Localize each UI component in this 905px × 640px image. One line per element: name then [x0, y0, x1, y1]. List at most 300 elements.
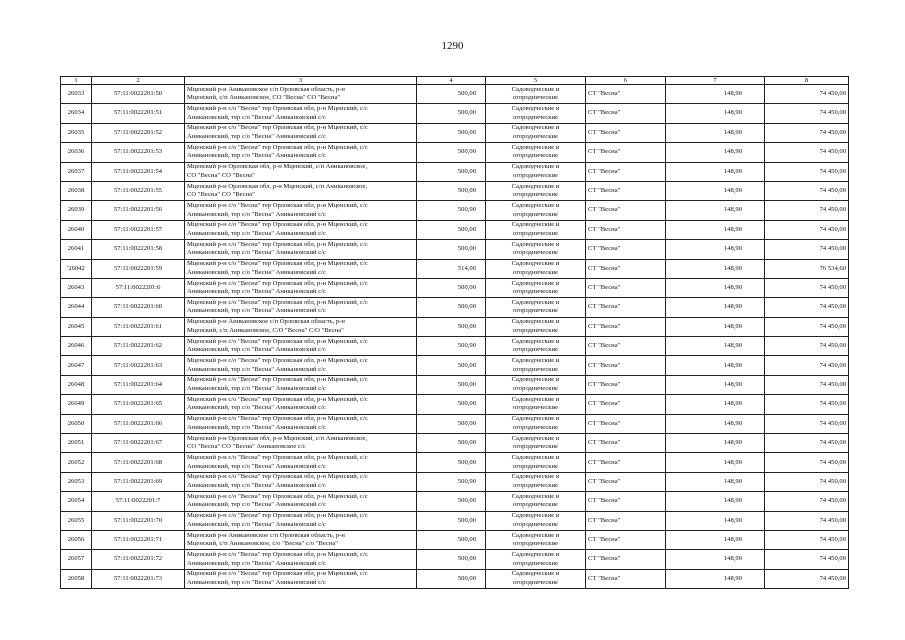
address-cell-line: Аникановский, тер с/о "Весна" Аникановский с/с [187, 288, 326, 296]
address-cell-line: Мценский р-н с/о "Весна" тер Орловская обл, р-н Мценский, с/с [187, 415, 368, 423]
address-cell-line: СО "Весна" СО "Весна" Аникановское с/с [187, 443, 306, 451]
column-header: 7 [666, 77, 765, 85]
owner-cell: СТ "Весна" [586, 298, 666, 317]
area-cell: 500,00 [417, 123, 486, 142]
record-number-cell: 26057 [61, 550, 92, 569]
column-header: 6 [586, 77, 666, 85]
table-row [61, 240, 849, 259]
table-row [61, 434, 849, 453]
address-cell [185, 337, 417, 356]
land-use-cell [486, 85, 586, 104]
record-number-cell: 26051 [61, 434, 92, 453]
land-use-cell-line: огороднические [513, 229, 558, 237]
address-cell-line: Мценский р-н Аникановское с/п Орловская область, р-н [187, 85, 345, 93]
area-cell: 500,00 [417, 85, 486, 104]
owner-cell: СТ "Весна" [586, 337, 666, 356]
land-use-cell [486, 453, 586, 472]
land-plot-table [60, 76, 849, 589]
cadastral-number-cell: 57:11:0022201:55 [92, 181, 185, 200]
address-cell-line: Аникановский, тер с/о "Весна" Аникановский с/с [187, 113, 326, 121]
owner-cell: СТ "Весна" [586, 181, 666, 200]
address-cell [185, 569, 417, 588]
land-use-cell [486, 395, 586, 414]
land-use-cell-line: Садоводческие и [511, 357, 560, 365]
address-cell-line: Мценский р-н Аникановское с/п Орловская область, р-н [187, 531, 345, 539]
land-use-cell-line: Садоводческие и [511, 240, 560, 248]
owner-cell: СТ "Весна" [586, 104, 666, 123]
address-cell-line: Мценский р-н с/о "Весна" тер Орловская обл, р-н Мценский, с/с [187, 124, 368, 132]
cadastral-value-cell: 74 450,00 [765, 414, 849, 433]
record-number-cell: 26038 [61, 181, 92, 200]
land-use-cell [486, 220, 586, 239]
cadastral-number-cell: 57:11:0022201:61 [92, 317, 185, 336]
cadastral-value-cell: 74 450,00 [765, 298, 849, 317]
rate-cell: 148,90 [666, 492, 765, 511]
land-use-cell-line: Садоводческие и [511, 221, 560, 229]
land-use-cell-line: огороднические [513, 559, 558, 567]
land-use-cell [486, 434, 586, 453]
owner-cell: СТ "Весна" [586, 453, 666, 472]
table-row [61, 162, 849, 181]
land-use-cell-line: Садоводческие и [511, 124, 560, 132]
owner-cell: СТ "Весна" [586, 511, 666, 530]
address-cell-line: Мценский р-н Орловская обл, р-н Мценский, с/п Аникановское, [187, 163, 368, 171]
cadastral-number-cell: 57:11:0022201:52 [92, 123, 185, 142]
address-cell [185, 278, 417, 297]
owner-cell: СТ "Весна" [586, 375, 666, 394]
cadastral-number-cell: 57:11:0022201:59 [92, 259, 185, 278]
land-use-cell [486, 550, 586, 569]
cadastral-number-cell: 57:11:0022201:62 [92, 337, 185, 356]
table-row [61, 414, 849, 433]
address-cell-line: Аникановский, тер с/о "Весна" Аникановский с/с [187, 578, 326, 586]
land-use-cell [486, 278, 586, 297]
rate-cell: 148,90 [666, 85, 765, 104]
table-row [61, 278, 849, 297]
address-cell-line: Мценский р-н Орловская обл, р-н Мценский, с/п Аникановское, [187, 182, 368, 190]
address-cell-line: Мценский р-н с/о "Весна" тер Орловская обл, р-н Мценский, с/с [187, 376, 368, 384]
land-use-cell-line: огороднические [513, 482, 558, 489]
area-cell: 500,00 [417, 337, 486, 356]
land-use-cell [486, 240, 586, 259]
area-cell: 500,00 [417, 472, 486, 491]
address-cell-line: Мценский р-н с/о "Весна" тер Орловская обл, р-н Мценский, с/с [187, 512, 368, 520]
address-cell-line: Мценский р-н с/о "Весна" тер Орловская обл, р-н Мценский, с/с [187, 104, 368, 112]
land-use-cell-line: Садоводческие и [511, 570, 560, 578]
land-use-cell-line: огороднические [513, 501, 558, 509]
address-cell-line: Мценский р-н Орловская обл, р-н Мценский, с/п Аникановское, [187, 434, 368, 442]
address-cell-line: Мценский р-н с/о "Весна" тер Орловская обл, р-н Мценский, с/с [187, 143, 368, 151]
address-cell [185, 453, 417, 472]
land-use-cell [486, 337, 586, 356]
land-use-cell [486, 123, 586, 142]
address-cell-line: Аникановский, тер с/о "Весна" Аникановский с/с [187, 132, 326, 140]
area-cell: 500,00 [417, 569, 486, 588]
record-number-cell: 26034 [61, 104, 92, 123]
address-cell [185, 317, 417, 336]
area-cell: 500,00 [417, 162, 486, 181]
rate-cell: 148,90 [666, 259, 765, 278]
cadastral-number-cell: 57:11:0022201:60 [92, 298, 185, 317]
record-number-cell: '26042 [61, 259, 92, 278]
address-cell [185, 143, 417, 162]
address-cell-line: Аникановский, тер с/о "Весна" Аникановский с/с [187, 307, 326, 315]
land-use-cell-line: огороднические [513, 307, 558, 315]
table-row [61, 356, 849, 375]
cadastral-value-cell: 74 450,00 [765, 511, 849, 530]
address-cell-line: СО "Весна" СО "Весна" [187, 191, 255, 199]
cadastral-value-cell: 74 450,00 [765, 240, 849, 259]
land-use-cell-line: Садоводческие и [511, 512, 560, 520]
address-cell [185, 550, 417, 569]
cadastral-number-cell: 57:11:0022201:73 [92, 569, 185, 588]
address-cell-line: Мценский р-н с/о "Весна" тер Орловская обл, р-н Мценский, с/с [187, 260, 368, 268]
address-cell-line: Мценский р-н с/о "Весна" тер Орловская обл, р-н Мценский, с/с [187, 221, 368, 229]
record-number-cell: 26036 [61, 143, 92, 162]
land-use-cell [486, 492, 586, 511]
rate-cell: 148,90 [666, 240, 765, 259]
area-cell: 500,00 [417, 395, 486, 414]
record-number-cell: 26035 [61, 123, 92, 142]
address-cell [185, 492, 417, 511]
record-number-cell: 26055 [61, 511, 92, 530]
cadastral-value-cell: 74 450,00 [765, 143, 849, 162]
address-cell-line: Аникановский, тер с/о "Весна" Аникановский с/с [187, 268, 326, 276]
cadastral-value-cell: 74 450,00 [765, 337, 849, 356]
table-row [61, 395, 849, 414]
owner-cell: СТ "Весна" [586, 569, 666, 588]
area-cell: 500,00 [417, 356, 486, 375]
address-cell-line: Аникановский, тер с/о "Весна" Аникановский с/с [187, 365, 326, 373]
table-row [61, 85, 849, 104]
owner-cell: СТ "Весна" [586, 123, 666, 142]
column-header: 2 [92, 77, 185, 85]
cadastral-number-cell: 57:11:0022201:56 [92, 201, 185, 220]
address-cell [185, 511, 417, 530]
cadastral-number-cell: 57:11:0022201:64 [92, 375, 185, 394]
column-header: 8 [765, 77, 849, 85]
address-cell [185, 259, 417, 278]
rate-cell: 148,90 [666, 453, 765, 472]
address-cell-line: Мценский р-н с/о "Весна" тер Орловская обл, р-н Мценский, с/с [187, 279, 368, 287]
address-cell [185, 104, 417, 123]
cadastral-number-cell: 57:11:0022201:72 [92, 550, 185, 569]
rate-cell: 148,90 [666, 530, 765, 549]
land-plot-table-container [60, 76, 848, 589]
address-cell-line: Аникановский, тер с/о "Весна" Аникановский с/с [187, 152, 326, 160]
cadastral-value-cell: 74 450,00 [765, 530, 849, 549]
address-cell [185, 162, 417, 181]
land-use-cell-line: огороднические [513, 404, 558, 412]
land-use-cell [486, 317, 586, 336]
rate-cell: 148,90 [666, 143, 765, 162]
address-cell-line: Мценский р-н с/о "Весна" тер Орловская обл, р-н Мценский, с/с [187, 298, 368, 306]
table-row [61, 511, 849, 530]
table-row [61, 220, 849, 239]
rate-cell: 148,90 [666, 337, 765, 356]
land-use-cell-line: огороднические [513, 268, 558, 276]
record-number-cell: 26033 [61, 85, 92, 104]
address-cell [185, 85, 417, 104]
cadastral-value-cell: 74 450,00 [765, 434, 849, 453]
record-number-cell: 26040 [61, 220, 92, 239]
address-cell [185, 414, 417, 433]
owner-cell: СТ "Весна" [586, 85, 666, 104]
land-use-cell [486, 143, 586, 162]
owner-cell: СТ "Весна" [586, 220, 666, 239]
address-cell-line: Аникановский, тер с/о "Весна" Аникановский с/с [187, 346, 326, 354]
land-use-cell-line: Садоводческие и [511, 163, 560, 171]
land-use-cell [486, 201, 586, 220]
table-row [61, 201, 849, 220]
land-use-cell-line: огороднические [513, 326, 558, 334]
address-cell-line: Аникановский, тер с/о "Весна" Аникановский с/с [187, 404, 326, 412]
address-cell-line: Мценский, с/п Аникановское, С/О "Весна" С/О "Весна" [187, 326, 344, 334]
area-cell: 500,00 [417, 414, 486, 433]
record-number-cell: 26046 [61, 337, 92, 356]
record-number-cell: 26053 [61, 472, 92, 491]
owner-cell: СТ "Весна" [586, 162, 666, 181]
address-cell-line: Мценский, с/п Аникановское, с/о "Весна" с/о "Весна" [187, 540, 338, 548]
cadastral-value-cell: 76 534,60 [765, 259, 849, 278]
land-use-cell-line: Садоводческие и [511, 492, 560, 500]
rate-cell: 148,90 [666, 356, 765, 375]
land-use-cell-line: Садоводческие и [511, 454, 560, 462]
land-use-cell-line: огороднические [513, 346, 558, 354]
address-cell-line: Мценский р-н с/о "Весна" тер Орловская обл, р-н Мценский, с/с [187, 201, 368, 209]
land-use-cell-line: Садоводческие и [511, 201, 560, 209]
address-cell-line: Мценский р-н с/о "Весна" тер Орловская обл, р-н Мценский, с/с [187, 454, 368, 462]
owner-cell: СТ "Весна" [586, 395, 666, 414]
record-number-cell: 26049 [61, 395, 92, 414]
land-use-cell-line: Садоводческие и [511, 260, 560, 268]
address-cell [185, 356, 417, 375]
rate-cell: 148,90 [666, 317, 765, 336]
land-use-cell [486, 356, 586, 375]
owner-cell: СТ "Весна" [586, 317, 666, 336]
address-cell [185, 201, 417, 220]
address-cell [185, 123, 417, 142]
cadastral-number-cell: 57:11:0022201:71 [92, 530, 185, 549]
address-cell [185, 181, 417, 200]
address-cell-line: Мценский р-н с/о "Весна" тер Орловская обл, р-н Мценский, с/с [187, 395, 368, 403]
area-cell: 500,00 [417, 220, 486, 239]
address-cell [185, 298, 417, 317]
rate-cell: 148,90 [666, 569, 765, 588]
land-use-cell-line: огороднические [513, 191, 558, 199]
cadastral-number-cell: 57:11:0022201:70 [92, 511, 185, 530]
cadastral-number-cell: 57:11:0022201:57 [92, 220, 185, 239]
land-use-cell-line: огороднические [513, 520, 558, 528]
land-use-cell-line: Садоводческие и [511, 318, 560, 326]
table-body [61, 85, 849, 589]
table-row [61, 181, 849, 200]
address-cell-line: Аникановский, тер с/о "Весна" Аникановский с/с [187, 501, 326, 509]
rate-cell: 148,90 [666, 472, 765, 491]
owner-cell: СТ "Весна" [586, 143, 666, 162]
land-use-cell [486, 472, 586, 491]
cadastral-number-cell: 57:11:0022201:63 [92, 356, 185, 375]
record-number-cell: 26044 [61, 298, 92, 317]
cadastral-value-cell: 74 450,00 [765, 395, 849, 414]
land-use-cell-line: Садоводческие и [511, 550, 560, 558]
table-row [61, 375, 849, 394]
land-use-cell [486, 414, 586, 433]
rate-cell: 148,90 [666, 511, 765, 530]
owner-cell: СТ "Весна" [586, 356, 666, 375]
record-number-cell: 26041 [61, 240, 92, 259]
record-number-cell: 26048 [61, 375, 92, 394]
address-cell-line: Аникановский, тер с/о "Весна" Аникановский с/с [187, 229, 326, 237]
address-cell-line: Мценский р-н с/о "Весна" тер Орловская обл, р-н Мценский, с/с [187, 337, 368, 345]
table-row [61, 550, 849, 569]
address-cell-line: Мценский р-н с/о "Весна" тер Орловская обл, р-н Мценский, с/с [187, 357, 368, 365]
address-cell [185, 375, 417, 394]
area-cell: 500,00 [417, 511, 486, 530]
address-cell [185, 220, 417, 239]
land-use-cell-line: Садоводческие и [511, 337, 560, 345]
land-use-cell-line: Садоводческие и [511, 395, 560, 403]
table-row [61, 104, 849, 123]
rate-cell: 148,90 [666, 104, 765, 123]
land-use-cell-line: огороднические [513, 171, 558, 179]
land-use-cell-line: огороднические [513, 113, 558, 121]
address-cell [185, 434, 417, 453]
area-cell: 500,00 [417, 375, 486, 394]
table-row [61, 492, 849, 511]
land-use-cell-line: огороднические [513, 288, 558, 296]
address-cell-line: Аникановский, тер с/о "Весна" Аникановский с/с [187, 385, 326, 393]
land-use-cell [486, 569, 586, 588]
land-use-cell [486, 181, 586, 200]
address-cell-line: Мценский, с/п Аникановское, СО "Весна" СО "Весна" [187, 94, 341, 102]
land-use-cell-line: Садоводческие и [511, 434, 560, 442]
cadastral-number-cell: 57:11:0022201:65 [92, 395, 185, 414]
address-cell-line: Аникановский, тер с/о "Весна" Аникановский с/с [187, 210, 326, 218]
area-cell: 500,00 [417, 530, 486, 549]
owner-cell: СТ "Весна" [586, 201, 666, 220]
cadastral-number-cell: 57:11:0022201:68 [92, 453, 185, 472]
rate-cell: 148,90 [666, 220, 765, 239]
land-use-cell-line: Садоводческие и [511, 104, 560, 112]
column-header: 3 [185, 77, 417, 85]
rate-cell: 148,90 [666, 395, 765, 414]
area-cell: 500,00 [417, 453, 486, 472]
cadastral-value-cell: 74 450,00 [765, 453, 849, 472]
cadastral-value-cell: 74 450,00 [765, 492, 849, 511]
table-row [61, 143, 849, 162]
owner-cell: СТ "Весна" [586, 472, 666, 491]
address-cell-line: Мценский р-н Аникановское с/п Орловская область, р-н [187, 318, 345, 326]
area-cell: 500,00 [417, 240, 486, 259]
table-row [61, 569, 849, 588]
column-number-header-row [61, 77, 849, 85]
cadastral-value-cell: 74 450,00 [765, 123, 849, 142]
rate-cell: 148,90 [666, 181, 765, 200]
area-cell: 514,00 [417, 259, 486, 278]
page-number: 1290 [441, 40, 464, 52]
record-number-cell: 26037 [61, 162, 92, 181]
land-use-cell-line: огороднические [513, 132, 558, 140]
address-cell [185, 472, 417, 491]
land-use-cell-line: Садоводческие и [511, 298, 560, 306]
table-row [61, 530, 849, 549]
column-header: 1 [61, 77, 92, 85]
area-cell: 500,00 [417, 317, 486, 336]
land-use-cell-line: Садоводческие и [511, 279, 560, 287]
column-header: 4 [417, 77, 486, 85]
record-number-cell: 26045 [61, 317, 92, 336]
table-row [61, 453, 849, 472]
rate-cell: 148,90 [666, 550, 765, 569]
cadastral-value-cell: 74 450,00 [765, 104, 849, 123]
land-use-cell-line: Садоводческие и [511, 85, 560, 93]
cadastral-number-cell: 57:11:0022201:50 [92, 85, 185, 104]
area-cell: 500,00 [417, 434, 486, 453]
land-use-cell-line: огороднические [513, 152, 558, 160]
area-cell: 500,00 [417, 201, 486, 220]
owner-cell: СТ "Весна" [586, 278, 666, 297]
address-cell-line: Аникановский, тер с/о "Весна" Аникановский с/с [187, 482, 326, 489]
land-use-cell-line: огороднические [513, 578, 558, 586]
address-cell-line: Аникановский, тер с/о "Весна" Аникановский с/с [187, 462, 326, 470]
area-cell: 500,00 [417, 278, 486, 297]
column-header: 5 [486, 77, 586, 85]
cadastral-number-cell: 57:11:0022201:7 [92, 492, 185, 511]
land-use-cell-line: огороднические [513, 94, 558, 102]
land-use-cell-line: огороднические [513, 365, 558, 373]
cadastral-value-cell: 74 450,00 [765, 472, 849, 491]
rate-cell: 148,90 [666, 375, 765, 394]
address-cell-line: Аникановский, тер с/о "Весна" Аникановский с/с [187, 423, 326, 431]
table-row [61, 259, 849, 278]
land-use-cell [486, 162, 586, 181]
cadastral-value-cell: 74 450,00 [765, 317, 849, 336]
address-cell-line: Аникановский, тер с/о "Весна" Аникановский с/с [187, 559, 326, 567]
owner-cell: СТ "Весна" [586, 492, 666, 511]
record-number-cell: 26047 [61, 356, 92, 375]
land-use-cell-line: Садоводческие и [511, 531, 560, 539]
land-use-cell [486, 298, 586, 317]
address-cell [185, 395, 417, 414]
cadastral-value-cell: 74 450,00 [765, 201, 849, 220]
area-cell: 500,00 [417, 104, 486, 123]
table-row [61, 123, 849, 142]
land-use-cell-line: Садоводческие и [511, 473, 560, 481]
owner-cell: СТ "Весна" [586, 530, 666, 549]
cadastral-number-cell: 57:11:0022201:54 [92, 162, 185, 181]
cadastral-value-cell: 74 450,00 [765, 278, 849, 297]
address-cell-line: Мценский р-н с/о "Весна" тер Орловская обл, р-н Мценский, с/с [187, 550, 368, 558]
table-row [61, 317, 849, 336]
land-use-cell [486, 511, 586, 530]
land-use-cell-line: огороднические [513, 210, 558, 218]
owner-cell: СТ "Весна" [586, 414, 666, 433]
address-cell-line: Мценский р-н с/о "Весна" тер Орловская обл, р-н Мценский, с/с [187, 570, 368, 578]
record-number-cell: 26058 [61, 569, 92, 588]
area-cell: 500,00 [417, 550, 486, 569]
owner-cell: СТ "Весна" [586, 434, 666, 453]
rate-cell: 148,90 [666, 298, 765, 317]
land-use-cell-line: Садоводческие и [511, 143, 560, 151]
area-cell: 500,00 [417, 492, 486, 511]
land-use-cell [486, 104, 586, 123]
land-use-cell-line: огороднические [513, 423, 558, 431]
address-cell [185, 240, 417, 259]
rate-cell: 148,90 [666, 201, 765, 220]
land-use-cell [486, 375, 586, 394]
record-number-cell: 26052 [61, 453, 92, 472]
